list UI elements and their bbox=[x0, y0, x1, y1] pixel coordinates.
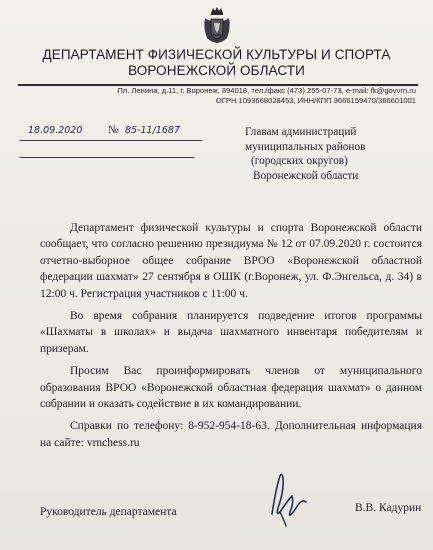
registration-underline bbox=[20, 140, 202, 141]
addressee-line2: муниципальных районов bbox=[245, 140, 366, 153]
body-paragraph: Во время собрания планируется подведение итогов программы «Шахматы в школах» и выдача шахматного инвентаря победителям и призерам. bbox=[40, 310, 422, 355]
org-title-line1: ДЕПАРТАМЕНТ ФИЗИЧЕСКОЙ КУЛЬТУРЫ И СПОРТА bbox=[42, 47, 391, 62]
organization-title bbox=[40, 47, 393, 79]
contact-details bbox=[40, 86, 420, 106]
registration-date: 18.09.2020 bbox=[28, 125, 83, 136]
handwritten-signature bbox=[250, 468, 340, 528]
org-title-line2: ВОРОНЕЖСКОЙ ОБЛАСТИ bbox=[128, 63, 305, 78]
registration-number: 85-11/1687 bbox=[125, 125, 180, 136]
addressee-line1: Главам администраций bbox=[245, 126, 357, 138]
addressee-block bbox=[245, 125, 425, 183]
addressee-line4: Воронежской области bbox=[253, 169, 359, 182]
reference-underline bbox=[20, 157, 194, 158]
body-paragraph: Просим Вас проинформировать членов от муниципального образования ВРОО «Воронежской областная федерация шахмат» о данном собрании и оказать содействие в их командировании. bbox=[40, 365, 422, 411]
letter-body bbox=[40, 220, 422, 457]
signatory-name: В.В. Кадурин bbox=[355, 502, 422, 514]
body-paragraph: Департамент физической культуры и спорта Воронежской области сообщает, что согласно решению президиума № 12 от 07.09.2020 г. состоится отчетно-выборное общее собрание ВРОО «Воронежской областной федерации шахмат» 27 сентября в ОШК (г.Воронеж, ул. Ф.Энгельса, д. 34) в 12:00 ч. Регистрация участников с 11:00 ч. bbox=[40, 222, 422, 300]
registration-number-sign: № bbox=[108, 124, 119, 136]
signatory-position: Руководитель департамента bbox=[40, 506, 177, 518]
contact-address-line: Пл. Ленина, д.11, г. Воронеж, 394018, тел./факс (473) 255-07-73, e-mail: fk@govvrn.ru bbox=[117, 86, 416, 95]
contact-registry-line: ОГРН 1093668028453, ИНН/КПП 3666159470/366601001 bbox=[215, 96, 416, 105]
body-paragraph: Справки по телефону: 8-952-954-18-63. Дополнительная информация на сайте: vrnchess.ru bbox=[40, 420, 422, 449]
coat-of-arms-icon bbox=[201, 6, 233, 44]
addressee-line3: (городских округов) bbox=[251, 155, 348, 167]
